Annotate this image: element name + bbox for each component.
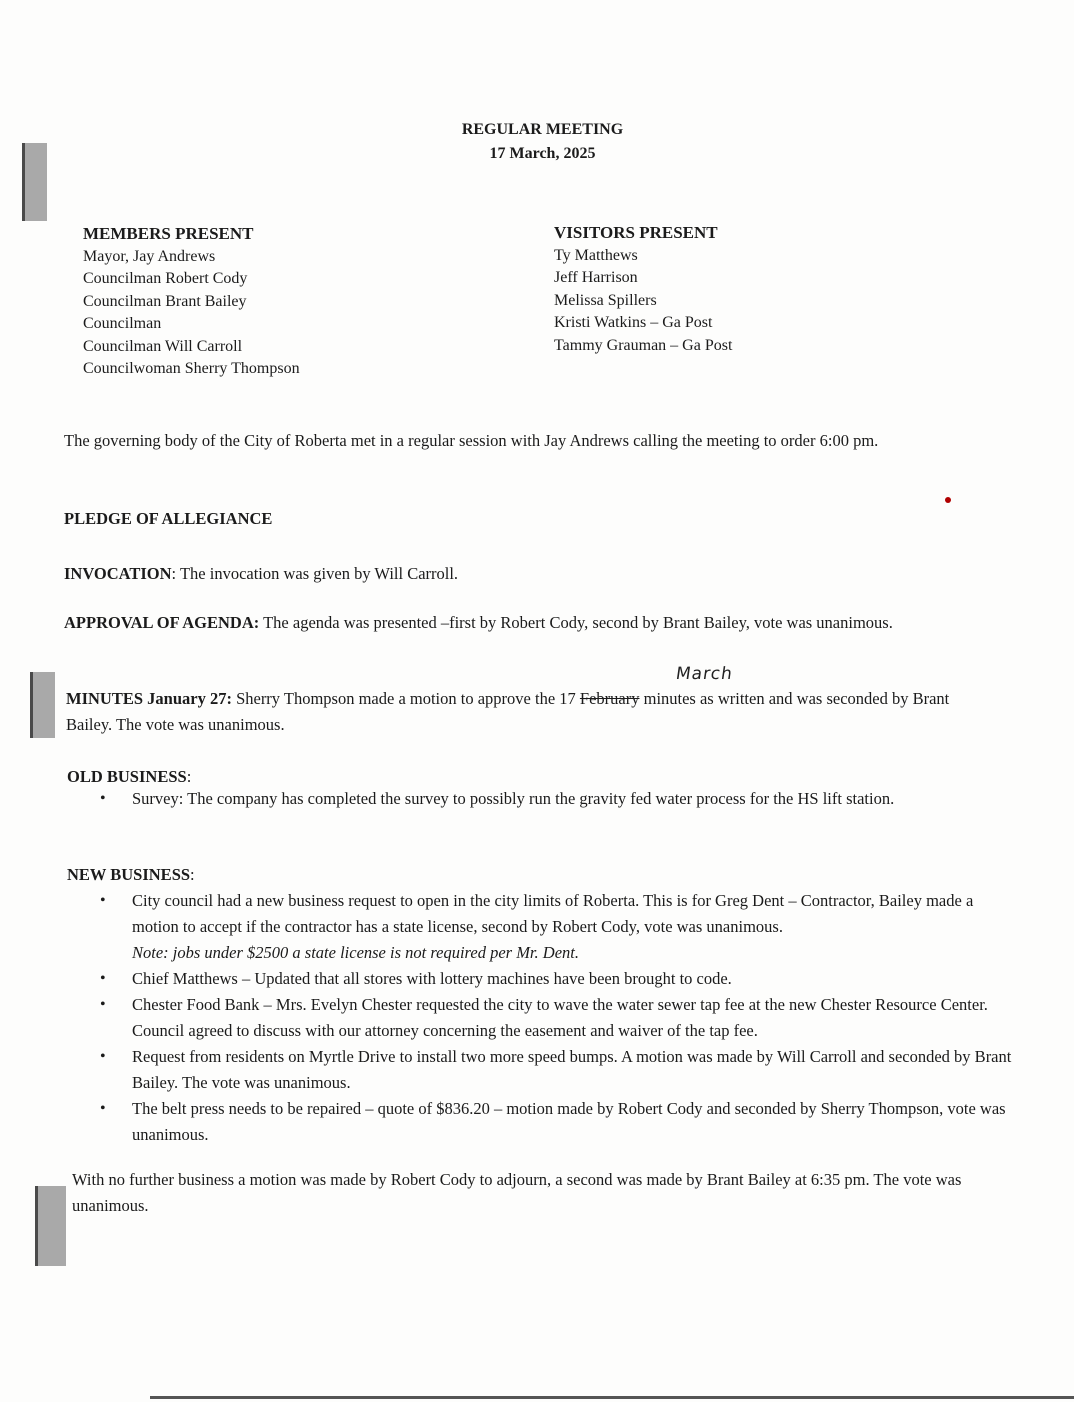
member-name: Mayor, Jay Andrews (83, 247, 216, 265)
agenda-label: APPROVAL OF AGENDA: (64, 613, 260, 632)
minutes-text-before: Sherry Thompson made a motion to approve the 17 (231, 689, 580, 708)
list-item: • Survey: The company has completed the survey to possibly run the gravity fed water process for the HS lift station. (100, 789, 895, 808)
pledge-heading: PLEDGE OF ALLEGIANCE (64, 509, 273, 528)
member-name: Councilman (83, 315, 162, 332)
visitor-name: Tammy Grauman – Ga Post (554, 336, 733, 354)
visitors-heading: VISITORS PRESENT (554, 223, 718, 242)
minutes-text-after: minutes as written and was seconded by Brant Bailey. The vote was unanimous. (66, 689, 950, 734)
new-business-heading: NEW BUSINESS: (67, 865, 195, 884)
adjourn-paragraph: With no further business a motion was made by Robert Cody to adjourn, a second was made by Brant Bailey at 6:35 pm. The vote was unanimous. (72, 1170, 962, 1215)
list-item-text: Request from residents on Myrtle Drive to install two more speed bumps. A motion was made by Will Carroll and seconded by Brant Bailey. The vote was unanimous. (132, 1047, 1012, 1092)
agenda-paragraph (64, 610, 964, 636)
list-item: • The belt press needs to be repaired – quote of $836.20 – motion made by Robert Cody and seconded by Sherry Thompson, vote was unanimous. (100, 1099, 1006, 1144)
member-name: Councilwoman Sherry Thompson (83, 360, 300, 377)
new-business-heading-text: NEW BUSINESS (67, 865, 191, 884)
minutes-label: MINUTES January 27: (66, 689, 232, 708)
minutes-paragraph (66, 686, 976, 738)
list-item-text: City council had a new business request to open in the city limits of Roberta. This is for Greg Dent – Contractor, Bailey made a motion to accept if the contractor has a state license, second by Robert Cody, vote was unanimous. (132, 891, 974, 936)
meeting-date: 17 March, 2025 (489, 145, 596, 162)
list-item-text: Chester Food Bank – Mrs. Evelyn Chester requested the city to wave the water sewer tap fee at the new Chester Resource Center. Council agreed to discuss with our attorney concerning the easement and waiver of the tap fee. (132, 995, 988, 1040)
old-business-list (100, 786, 980, 812)
visitor-name: Jeff Harrison (554, 269, 638, 286)
struck-word: February (579, 689, 640, 708)
meeting-title: REGULAR MEETING (461, 121, 624, 138)
member-name: Councilman Robert Cody (83, 270, 248, 287)
handwritten-correction: March (674, 664, 735, 684)
list-item: • Chester Food Bank – Mrs. Evelyn Chester requested the city to wave the water sewer tap fee at the new Chester Resource Center. Council agreed to discuss with our attorney concerning the easement and waiver of the tap fee. (100, 995, 988, 1040)
scan-edge-line (150, 1396, 1074, 1399)
binder-hole-bottom (35, 1186, 66, 1266)
list-item-text: Chief Matthews – Updated that all stores with lottery machines have been brought to code. (132, 969, 732, 988)
list-item-text: The belt press needs to be repaired – quote of $836.20 – motion made by Robert Cody and seconded by Sherry Thompson, vote was unanimous. (132, 1099, 1006, 1144)
member-name: Councilman Will Carroll (83, 337, 243, 355)
agenda-text: The agenda was presented –first by Robert Cody, second by Brant Bailey, vote was unanimous. (259, 613, 893, 632)
list-item: • Chief Matthews – Updated that all stores with lottery machines have been brought to code. (100, 969, 732, 988)
ink-mark (945, 497, 951, 503)
members-present (83, 223, 443, 381)
members-heading: MEMBERS PRESENT (83, 224, 254, 243)
invocation-text: : The invocation was given by Will Carroll. (171, 564, 459, 583)
invocation-label: INVOCATION (64, 564, 172, 583)
list-item: • City council had a new business request to open in the city limits of Roberta. This is for Greg Dent – Contractor, Bailey made a motion to accept if the contractor has a state license, second by Robert Cody, vote was unanimous. Note: jobs under $2500 a state license is not required per Mr. Dent. (100, 891, 974, 962)
old-business-heading: OLD BUSINESS: (67, 767, 192, 786)
visitor-name: Kristi Watkins – Ga Post (554, 314, 713, 331)
old-business-heading-text: OLD BUSINESS (67, 767, 187, 786)
visitors-present (554, 222, 914, 357)
visitor-name: Ty Matthews (554, 246, 638, 264)
new-business-list (100, 888, 1020, 1148)
list-item-text: Survey: The company has completed the survey to possibly run the gravity fed water process for the HS lift station. (132, 789, 895, 808)
list-item: • Request from residents on Myrtle Drive to install two more speed bumps. A motion was made by Will Carroll and seconded by Brant Bailey. The vote was unanimous. (100, 1047, 1012, 1092)
binder-hole-middle (30, 672, 55, 738)
intro-paragraph: The governing body of the City of Roberta met in a regular session with Jay Andrews calling the meeting to order 6:00 pm. (64, 431, 879, 450)
list-item-note: Note: jobs under $2500 a state license is not required per Mr. Dent. (132, 943, 579, 962)
member-name: Councilman Brant Bailey (83, 292, 247, 310)
visitor-name: Melissa Spillers (554, 291, 657, 309)
invocation-paragraph (64, 561, 1014, 587)
